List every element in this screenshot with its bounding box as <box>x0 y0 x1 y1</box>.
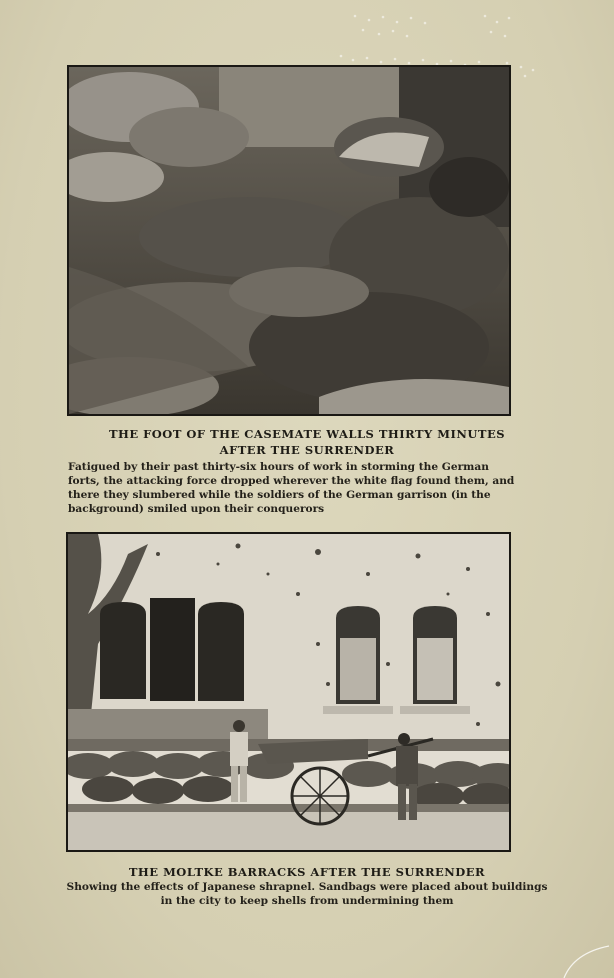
photo-casemate-walls <box>67 65 511 416</box>
figure1-title-line2: AFTER THE SURRENDER <box>219 443 395 457</box>
figure1-caption: Fatigued by their past thirty-six hours of work in storming the German forts, the attacking force dropped wherever the white flag found them, and there they slumbered while the soldiers of the German garrison (in the background) smiled upon their conquerors <box>68 461 515 515</box>
figure2-title: THE MOLTKE BARRACKS AFTER THE SURRENDER <box>128 865 486 879</box>
photo-moltke-barracks <box>66 532 511 852</box>
figure1-title-line1: THE FOOT OF THE CASEMATE WALLS THIRTY MINUTES <box>108 427 506 441</box>
figure2-caption: Showing the effects of Japanese shrapnel. Sandbags were placed about buildings in the city to keep shells from undermining them <box>66 881 548 907</box>
page-curl-mark <box>554 938 614 978</box>
